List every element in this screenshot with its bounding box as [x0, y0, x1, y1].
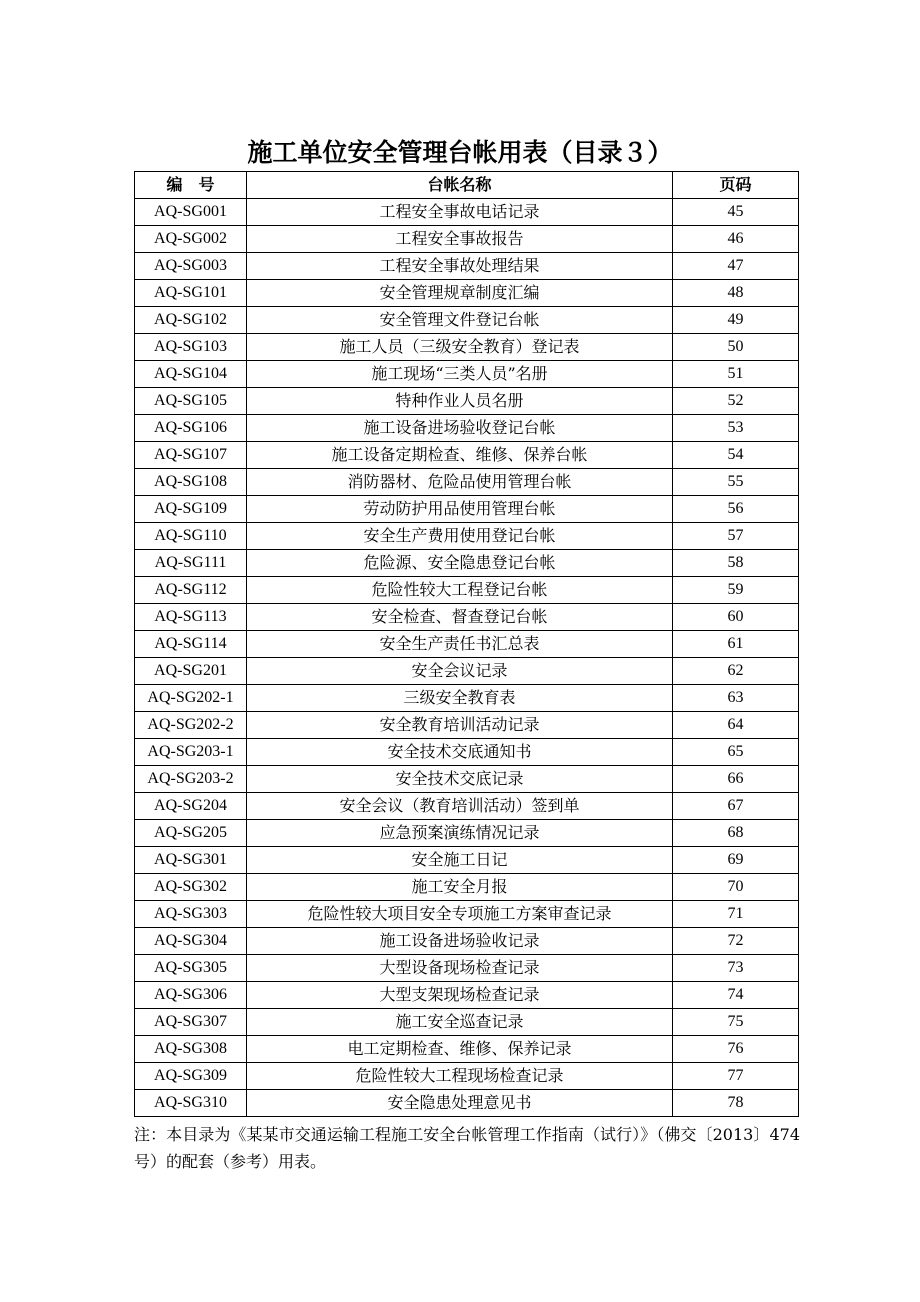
cell-page: 51 — [673, 361, 799, 388]
cell-code: AQ-SG303 — [135, 901, 247, 928]
cell-name: 电工定期检查、维修、保养记录 — [247, 1036, 673, 1063]
cell-name: 施工安全月报 — [247, 874, 673, 901]
cell-name: 安全教育培训活动记录 — [247, 712, 673, 739]
cell-name: 施工现场“三类人员”名册 — [247, 361, 673, 388]
table-row — [135, 388, 799, 415]
cell-name: 三级安全教育表 — [247, 685, 673, 712]
cell-code: AQ-SG104 — [135, 361, 247, 388]
table-row — [135, 577, 799, 604]
cell-code: AQ-SG202-2 — [135, 712, 247, 739]
cell-code: AQ-SG101 — [135, 280, 247, 307]
cell-page: 60 — [673, 604, 799, 631]
cell-page: 70 — [673, 874, 799, 901]
cell-name: 工程安全事故处理结果 — [247, 253, 673, 280]
cell-name: 安全施工日记 — [247, 847, 673, 874]
table-row — [135, 1009, 799, 1036]
cell-page: 72 — [673, 928, 799, 955]
ledger-index-table — [134, 171, 799, 1117]
cell-name: 大型设备现场检查记录 — [247, 955, 673, 982]
cell-code: AQ-SG302 — [135, 874, 247, 901]
table-row — [135, 469, 799, 496]
header-row — [135, 172, 799, 199]
cell-name: 施工设备进场验收登记台帐 — [247, 415, 673, 442]
table-row — [135, 253, 799, 280]
table-row — [135, 280, 799, 307]
cell-page: 50 — [673, 334, 799, 361]
cell-code: AQ-SG002 — [135, 226, 247, 253]
cell-name: 工程安全事故电话记录 — [247, 199, 673, 226]
table-row — [135, 1063, 799, 1090]
table-row — [135, 739, 799, 766]
cell-code: AQ-SG108 — [135, 469, 247, 496]
cell-code: AQ-SG304 — [135, 928, 247, 955]
table-row — [135, 199, 799, 226]
cell-name: 大型支架现场检查记录 — [247, 982, 673, 1009]
cell-code: AQ-SG203-1 — [135, 739, 247, 766]
cell-code: AQ-SG204 — [135, 793, 247, 820]
cell-page: 49 — [673, 307, 799, 334]
cell-code: AQ-SG201 — [135, 658, 247, 685]
cell-page: 45 — [673, 199, 799, 226]
cell-code: AQ-SG306 — [135, 982, 247, 1009]
table-row — [135, 982, 799, 1009]
table-row — [135, 847, 799, 874]
cell-name: 特种作业人员名册 — [247, 388, 673, 415]
cell-page: 59 — [673, 577, 799, 604]
cell-code: AQ-SG109 — [135, 496, 247, 523]
cell-name: 工程安全事故报告 — [247, 226, 673, 253]
table-row — [135, 604, 799, 631]
cell-code: AQ-SG107 — [135, 442, 247, 469]
cell-page: 62 — [673, 658, 799, 685]
cell-page: 55 — [673, 469, 799, 496]
cell-page: 57 — [673, 523, 799, 550]
table-row — [135, 226, 799, 253]
cell-code: AQ-SG001 — [135, 199, 247, 226]
cell-name: 安全技术交底通知书 — [247, 739, 673, 766]
cell-code: AQ-SG203-2 — [135, 766, 247, 793]
cell-page: 77 — [673, 1063, 799, 1090]
cell-page: 54 — [673, 442, 799, 469]
table-row — [135, 361, 799, 388]
cell-code: AQ-SG113 — [135, 604, 247, 631]
cell-page: 47 — [673, 253, 799, 280]
cell-page: 53 — [673, 415, 799, 442]
cell-code: AQ-SG308 — [135, 1036, 247, 1063]
table-row — [135, 415, 799, 442]
cell-code: AQ-SG105 — [135, 388, 247, 415]
table-row — [135, 874, 799, 901]
table-row — [135, 1036, 799, 1063]
table-row — [135, 496, 799, 523]
cell-page: 63 — [673, 685, 799, 712]
table-row — [135, 631, 799, 658]
table-row — [135, 712, 799, 739]
table-row — [135, 955, 799, 982]
cell-name: 安全管理规章制度汇编 — [247, 280, 673, 307]
cell-page: 56 — [673, 496, 799, 523]
cell-code: AQ-SG111 — [135, 550, 247, 577]
cell-page: 69 — [673, 847, 799, 874]
cell-page: 74 — [673, 982, 799, 1009]
cell-code: AQ-SG307 — [135, 1009, 247, 1036]
cell-code: AQ-SG305 — [135, 955, 247, 982]
cell-page: 61 — [673, 631, 799, 658]
table-row — [135, 901, 799, 928]
table-row — [135, 928, 799, 955]
cell-name: 施工安全巡查记录 — [247, 1009, 673, 1036]
cell-name: 安全检查、督查登记台帐 — [247, 604, 673, 631]
cell-page: 48 — [673, 280, 799, 307]
cell-name: 安全管理文件登记台帐 — [247, 307, 673, 334]
cell-page: 46 — [673, 226, 799, 253]
table-row — [135, 307, 799, 334]
cell-name: 危险性较大项目安全专项施工方案审查记录 — [247, 901, 673, 928]
page-title: 施工单位安全管理台帐用表（目录３） — [247, 138, 673, 167]
table-row — [135, 685, 799, 712]
table-row — [135, 334, 799, 361]
cell-page: 67 — [673, 793, 799, 820]
cell-name: 安全会议记录 — [247, 658, 673, 685]
table-row — [135, 550, 799, 577]
cell-code: AQ-SG103 — [135, 334, 247, 361]
cell-page: 66 — [673, 766, 799, 793]
cell-name: 施工人员（三级安全教育）登记表 — [247, 334, 673, 361]
cell-name: 消防器材、危险品使用管理台帐 — [247, 469, 673, 496]
header-code: 编 号 — [135, 172, 247, 199]
cell-page: 73 — [673, 955, 799, 982]
cell-name: 危险性较大工程现场检查记录 — [247, 1063, 673, 1090]
cell-name: 安全生产费用使用登记台帐 — [247, 523, 673, 550]
cell-code: AQ-SG309 — [135, 1063, 247, 1090]
cell-name: 安全会议（教育培训活动）签到单 — [247, 793, 673, 820]
cell-code: AQ-SG102 — [135, 307, 247, 334]
cell-code: AQ-SG110 — [135, 523, 247, 550]
cell-page: 52 — [673, 388, 799, 415]
cell-page: 71 — [673, 901, 799, 928]
cell-code: AQ-SG205 — [135, 820, 247, 847]
cell-name: 劳动防护用品使用管理台帐 — [247, 496, 673, 523]
table-row — [135, 442, 799, 469]
cell-code: AQ-SG114 — [135, 631, 247, 658]
cell-name: 应急预案演练情况记录 — [247, 820, 673, 847]
cell-name: 施工设备进场验收记录 — [247, 928, 673, 955]
cell-name: 危险源、安全隐患登记台帐 — [247, 550, 673, 577]
cell-page: 75 — [673, 1009, 799, 1036]
cell-code: AQ-SG112 — [135, 577, 247, 604]
cell-name: 施工设备定期检查、维修、保养台帐 — [247, 442, 673, 469]
cell-page: 58 — [673, 550, 799, 577]
cell-code: AQ-SG003 — [135, 253, 247, 280]
table-row — [135, 523, 799, 550]
cell-page: 65 — [673, 739, 799, 766]
table-row — [135, 658, 799, 685]
footnote: 注：本目录为《某某市交通运输工程施工安全台帐管理工作指南（试行）》（佛交〔2013〕474号）的配套（参考）用表。 — [134, 1125, 800, 1171]
table-header — [135, 172, 799, 199]
cell-name: 安全技术交底记录 — [247, 766, 673, 793]
cell-code: AQ-SG202-1 — [135, 685, 247, 712]
cell-name: 安全生产责任书汇总表 — [247, 631, 673, 658]
table-row — [135, 766, 799, 793]
table-row — [135, 793, 799, 820]
cell-page: 78 — [673, 1090, 799, 1117]
cell-page: 68 — [673, 820, 799, 847]
table-body — [135, 199, 799, 1117]
cell-code: AQ-SG301 — [135, 847, 247, 874]
cell-page: 76 — [673, 1036, 799, 1063]
table-row — [135, 820, 799, 847]
header-name: 台帐名称 — [247, 172, 673, 199]
cell-name: 安全隐患处理意见书 — [247, 1090, 673, 1117]
header-page: 页码 — [673, 172, 799, 199]
cell-code: AQ-SG310 — [135, 1090, 247, 1117]
cell-name: 危险性较大工程登记台帐 — [247, 577, 673, 604]
cell-code: AQ-SG106 — [135, 415, 247, 442]
cell-page: 64 — [673, 712, 799, 739]
table-row — [135, 1090, 799, 1117]
